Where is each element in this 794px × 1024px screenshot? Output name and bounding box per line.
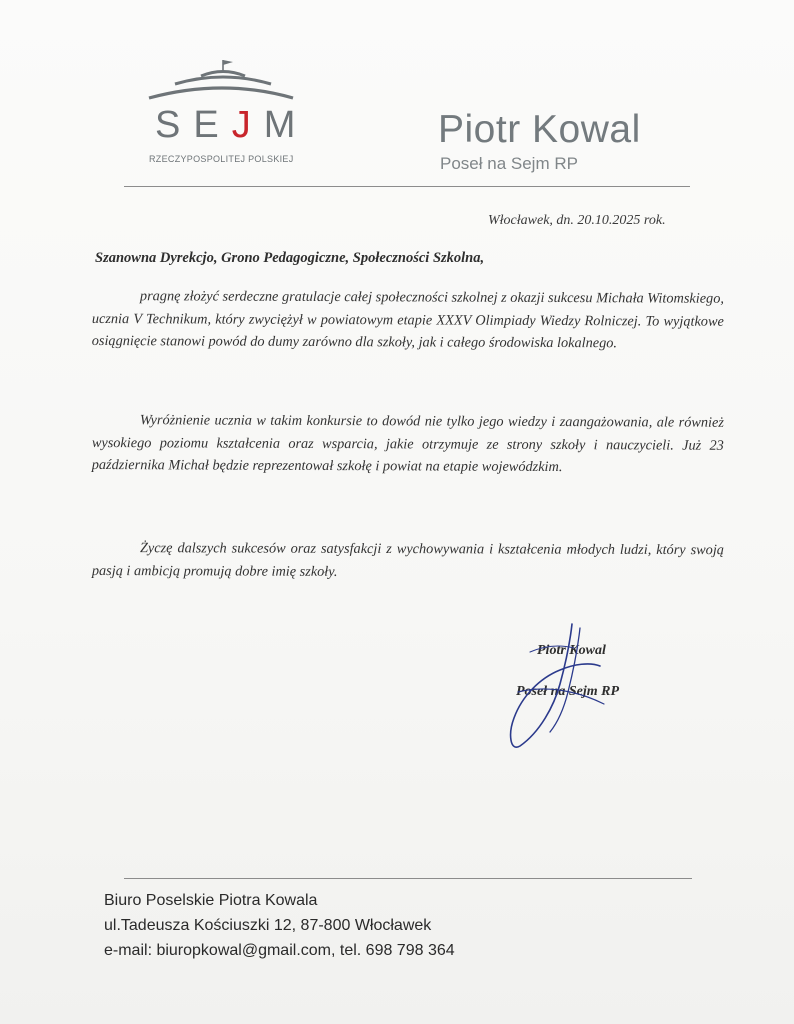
mp-title-heading: Poseł na Sejm RP	[440, 154, 578, 173]
footer-address: ul.Tadeusza Kościuszki 12, 87-800 Włocławek	[104, 917, 432, 934]
letter-salutation: Szanowna Dyrekcjo, Grono Pedagogiczne, Społeczności Szkolna,	[95, 250, 485, 266]
sejm-logo	[145, 58, 309, 168]
header-divider	[124, 186, 690, 187]
letter-paragraph-3: Życzę dalszych sukcesów oraz satysfakcji z wychowywania i kształcenia młodych ludzi, który swoją pasją i ambicją promują dobre imię szkoły.	[91, 540, 724, 580]
letter-date: Włocławek, dn. 20.10.2025 rok.	[488, 213, 666, 228]
footer-contact: e-mail: biuropkowal@gmail.com, tel. 698 798 364	[104, 942, 455, 959]
sejm-wordmark: SEJM	[155, 104, 309, 146]
signature-title: Poseł na Sejm RP	[516, 684, 620, 699]
sejm-subtitle: RZECZYPOSPOLITEJ POLSKIEJ	[149, 154, 294, 164]
letter-paragraph-2: Wyróżnienie ucznia w takim konkursie to dowód nie tylko jego wiedzy i zaangażowania, ale również wysokiego poziomu kształcenia oraz wsparcia, jakie otrzymuje ze strony szkoły i nauczycieli. Już 23 października Michał będzie reprezentował szkołę i powiat na etapie wojewódzkim.	[91, 412, 724, 476]
mp-name-heading: Piotr Kowal	[438, 108, 641, 151]
footer-office: Biuro Poselskie Piotra Kowala	[104, 892, 318, 909]
footer-divider	[124, 878, 692, 879]
handwritten-signature-icon	[500, 622, 610, 752]
letter-paragraph-1: pragnę złożyć serdeczne gratulacje całej społeczności szkolnej z okazji sukcesu Michała Witomskiego, ucznia V Technikum, który zwyciężył w powiatowym etapie XXXV Olimpiady Wiedzy Rolniczej. To wyjątkowe osiągnięcie stanowi powód do dumy zarówno dla szkoły, jak i całego środowiska lokalnego.	[91, 288, 724, 352]
signature-name: Piotr Kowal	[537, 643, 606, 658]
